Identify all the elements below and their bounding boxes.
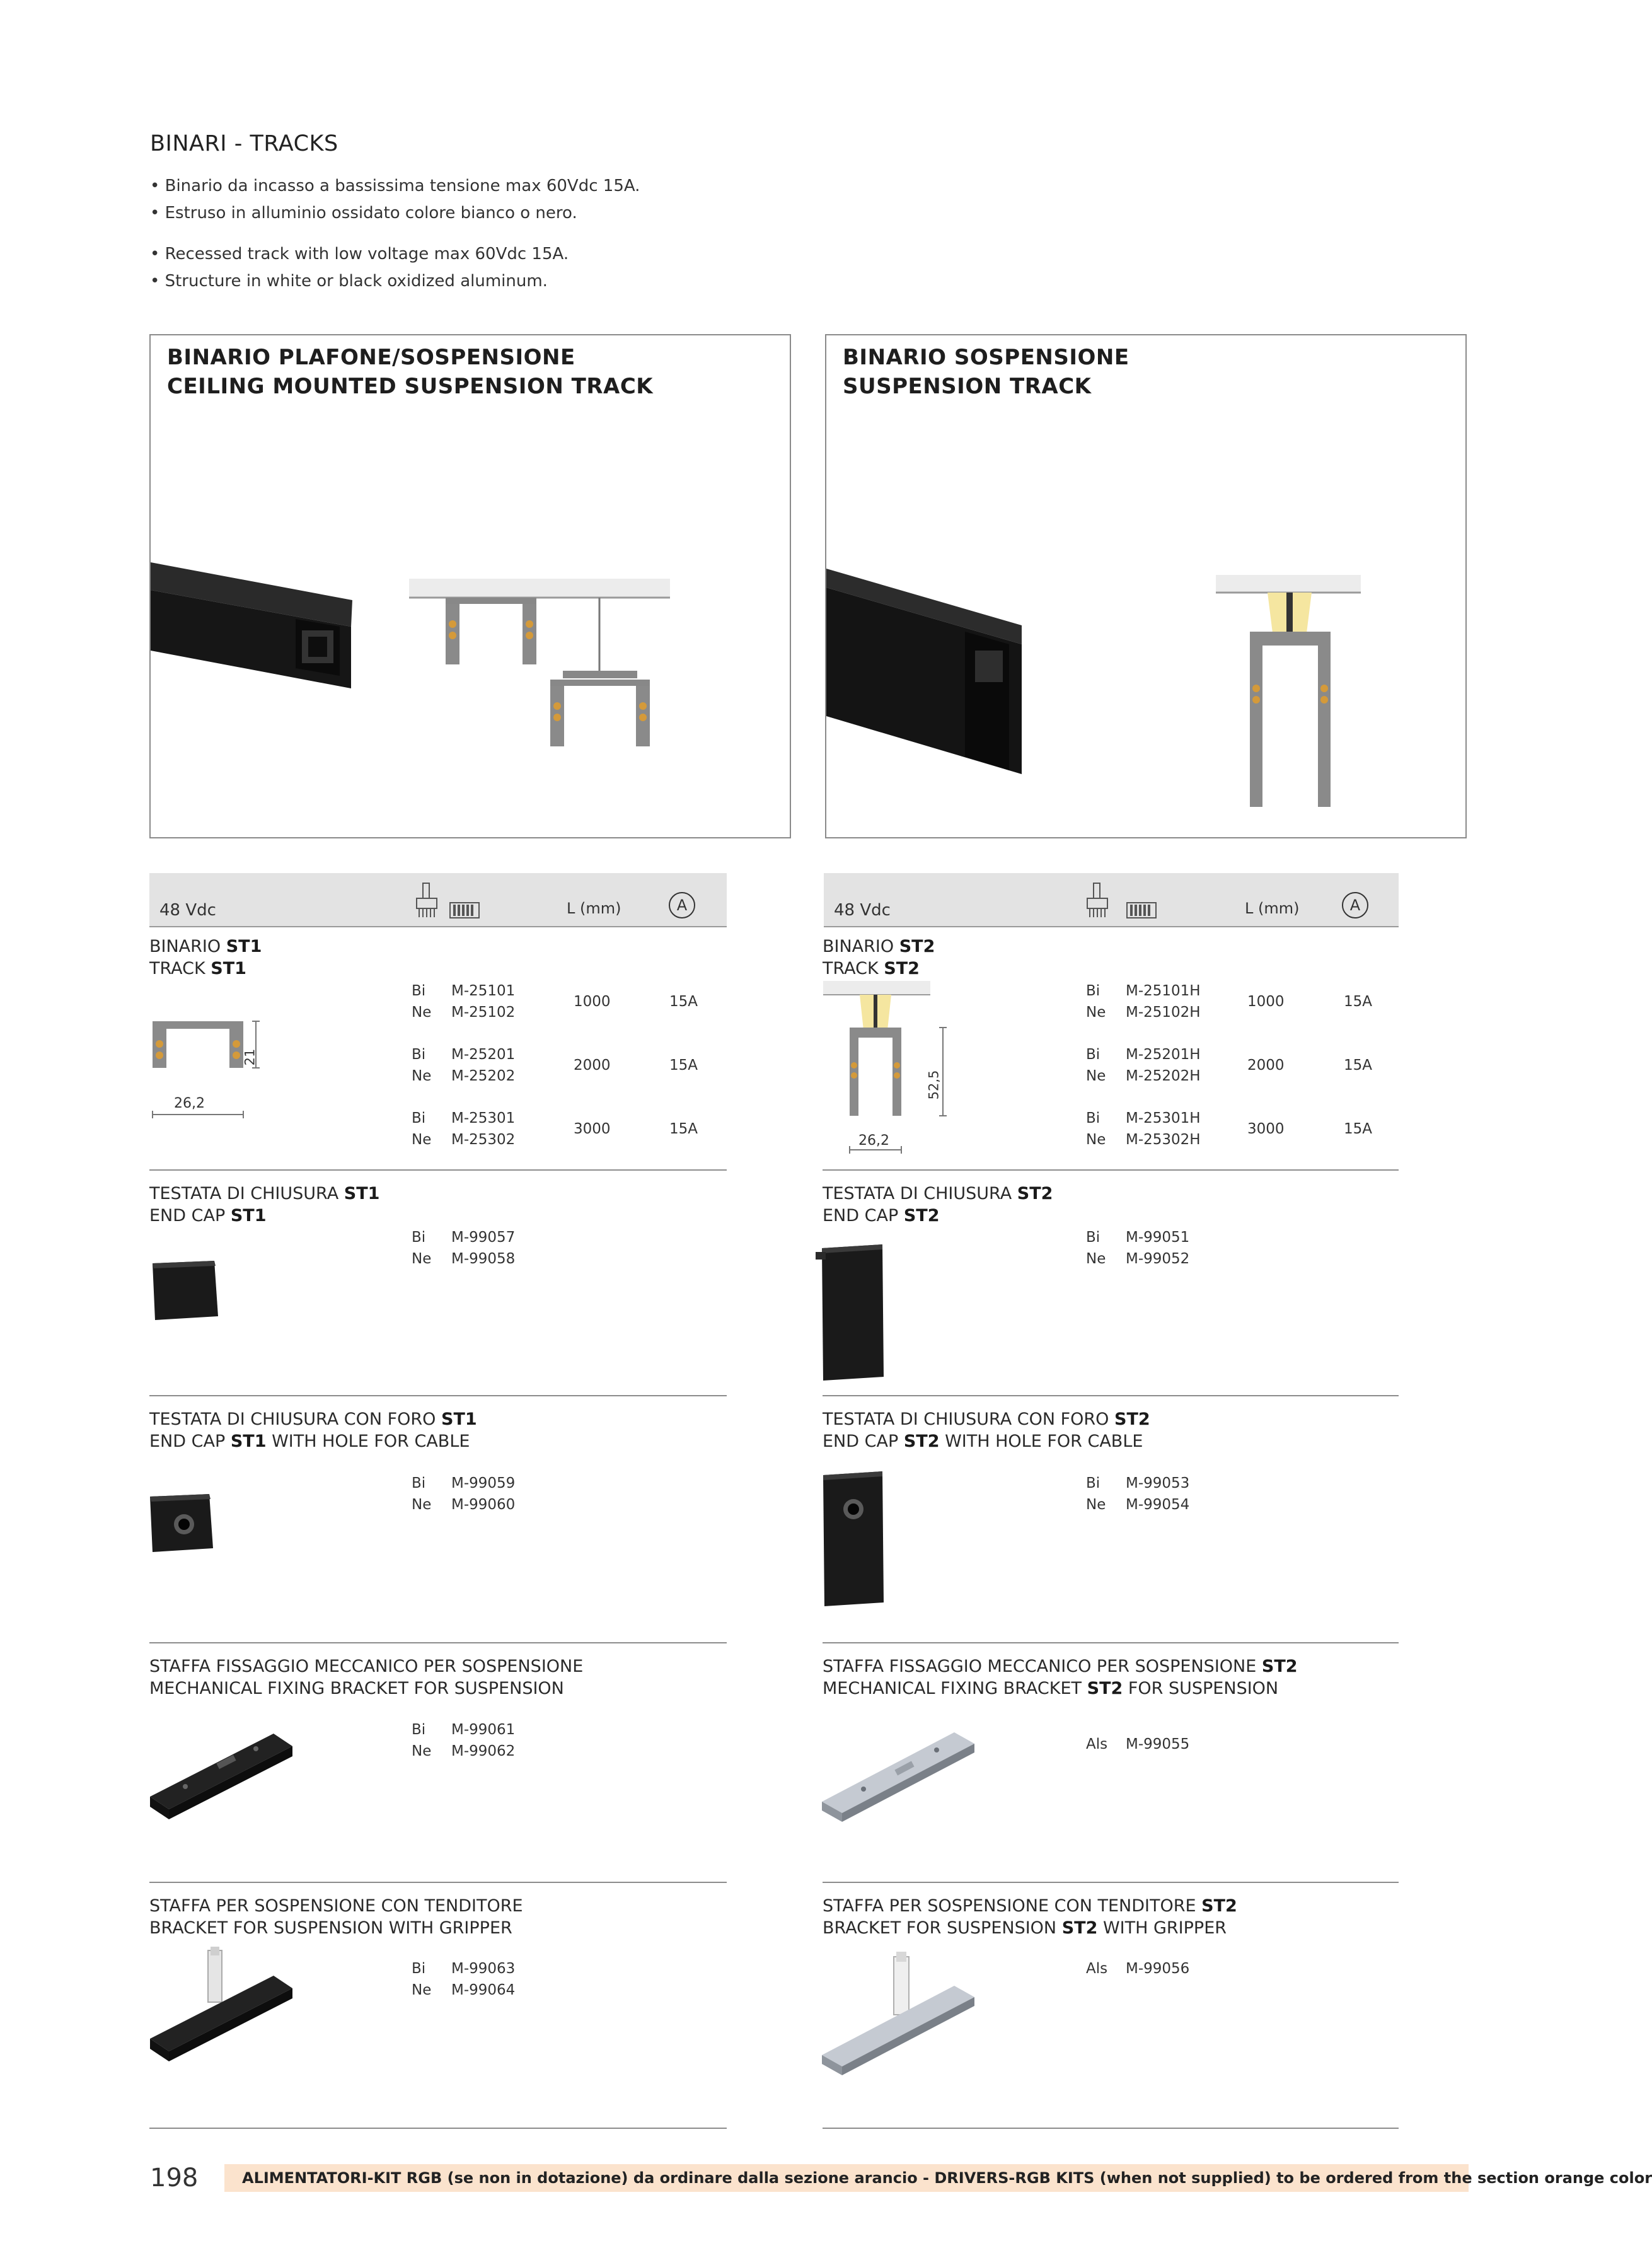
table-header-right [824, 873, 1399, 927]
panel-title-en: SUSPENSION TRACK [843, 374, 1092, 399]
divider [823, 1642, 1399, 1643]
bracket-st2-color: Als [1086, 1736, 1108, 1752]
st2-dim-height: 52,5 [926, 1070, 942, 1100]
endcap-hole-st1-code-2: M-99060 [451, 1497, 516, 1513]
page-title: BINARI - TRACKS [150, 131, 338, 156]
st1-profile-drawing [145, 1015, 271, 1122]
bracket-alu-image [819, 1721, 996, 1828]
track-st2-title: BINARIO ST2 TRACK ST2 [823, 937, 935, 978]
gripper-code-1: M-99063 [451, 1961, 516, 1977]
panel-ceiling-track [149, 334, 791, 838]
endcap-st1-code-2: M-99058 [451, 1251, 516, 1267]
endcap-hole-st1-title: TESTATA DI CHIUSURA CON FORO ST1 END CAP ST1 WITH HOLE FOR CABLE [149, 1410, 477, 1451]
endcap-st2-color-2: Ne [1086, 1251, 1106, 1267]
gripper-st2-title: STAFFA PER SOSPENSIONE CON TENDITORE ST2 BRACKET FOR SUSPENSION ST2 WITH GRIPPER [823, 1896, 1237, 1938]
gripper-color-2: Ne [412, 1982, 432, 1998]
bracket-code-2: M-99062 [451, 1743, 516, 1759]
finish-swatch-icon [1126, 902, 1157, 918]
bracket-st2-title: STAFFA FISSAGGIO MECCANICO PER SOSPENSIONE ST2 MECHANICAL FIXING BRACKET ST2 FOR SUSPENSION [823, 1657, 1298, 1698]
ampere-icon: A [1342, 892, 1368, 918]
bracket-title: STAFFA FISSAGGIO MECCANICO PER SOSPENSIONE MECHANICAL FIXING BRACKET FOR SUSPENSION [149, 1657, 584, 1698]
gripper-st2-color: Als [1086, 1961, 1108, 1977]
endcap-hole-st2-code-1: M-99053 [1126, 1475, 1190, 1492]
endcap-hole-st1-image [146, 1490, 222, 1560]
divider [823, 1395, 1399, 1396]
endcap-hole-st2-color-2: Ne [1086, 1497, 1106, 1513]
finish-swatch-icon [449, 902, 480, 918]
endcap-st2-title: TESTATA DI CHIUSURA ST2 END CAP ST2 [823, 1184, 1053, 1225]
endcap-hole-st2-color-1: Bi [1086, 1475, 1100, 1492]
endcap-st1-color-1: Bi [412, 1229, 426, 1246]
divider [149, 1882, 727, 1883]
divider [149, 1395, 727, 1396]
footer-note: ALIMENTATORI-KIT RGB (se non in dotazione) da ordinare dalla sezione arancio - DRIVERS-RGB KITS (when not supplied) to be ordered from the section orange color [224, 2164, 1469, 2192]
bracket-st2-code: M-99055 [1126, 1736, 1190, 1752]
st1-dim-width: 26,2 [174, 1096, 205, 1111]
panel-title-it: BINARIO SOSPENSIONE [843, 345, 1129, 370]
divider [149, 2128, 727, 2129]
gripper-alu-image [819, 1948, 996, 2087]
lamp-icon [414, 882, 439, 920]
bracket-black-image [147, 1727, 299, 1828]
divider [823, 2128, 1399, 2129]
panel-title-it: BINARIO PLAFONE/SOSPENSIONE [167, 345, 575, 370]
endcap-st2-code-2: M-99052 [1126, 1251, 1190, 1267]
table-header-left [149, 873, 727, 927]
ampere-icon: A [669, 892, 695, 918]
endcap-hole-st1-code-1: M-99059 [451, 1475, 516, 1492]
ceiling-track-illustration [151, 335, 790, 837]
endcap-st1-title: TESTATA DI CHIUSURA ST1 END CAP ST1 [149, 1184, 380, 1225]
endcap-st2-color-1: Bi [1086, 1229, 1100, 1246]
bracket-code-1: M-99061 [451, 1722, 516, 1738]
bullet-it-2: • Estruso in alluminio ossidato colore bianco o nero. [150, 204, 577, 223]
divider [149, 1642, 727, 1643]
gripper-title: STAFFA PER SOSPENSIONE CON TENDITORE BRACKET FOR SUSPENSION WITH GRIPPER [149, 1896, 523, 1938]
bullet-en-1: • Recessed track with low voltage max 60Vdc 15A. [150, 245, 569, 264]
gripper-st2-code: M-99056 [1126, 1961, 1190, 1977]
endcap-st2-code-1: M-99051 [1126, 1229, 1190, 1246]
gripper-code-2: M-99064 [451, 1982, 516, 1998]
endcap-st1-code-1: M-99057 [451, 1229, 516, 1246]
st1-dim-height: 21 [242, 1048, 258, 1066]
bracket-color-1: Bi [412, 1722, 426, 1738]
panel-suspension-track [825, 334, 1467, 838]
divider [823, 1169, 1399, 1171]
voltage-label: 48 Vdc [159, 901, 216, 920]
suspension-track-illustration [826, 335, 1465, 837]
endcap-st1-image [149, 1258, 224, 1324]
endcap-hole-st1-color-2: Ne [412, 1497, 432, 1513]
length-label: L (mm) [1245, 900, 1300, 917]
bracket-color-2: Ne [412, 1743, 432, 1759]
st2-dim-width: 26,2 [858, 1133, 889, 1149]
voltage-label: 48 Vdc [834, 901, 891, 920]
endcap-hole-st2-code-2: M-99054 [1126, 1497, 1190, 1513]
track-st1-title: BINARIO ST1 TRACK ST1 [149, 937, 262, 978]
bullet-it-1: • Binario da incasso a bassissima tensione max 60Vdc 15A. [150, 177, 640, 195]
divider [823, 1882, 1399, 1883]
st2-profile-drawing [822, 980, 973, 1156]
endcap-hole-st1-color-1: Bi [412, 1475, 426, 1492]
panel-title-en: CEILING MOUNTED SUSPENSION TRACK [167, 374, 654, 399]
gripper-color-1: Bi [412, 1961, 426, 1977]
endcap-hole-st2-image [817, 1469, 892, 1610]
divider [149, 1169, 727, 1171]
page-number: 198 [150, 2164, 199, 2193]
endcap-hole-st2-title: TESTATA DI CHIUSURA CON FORO ST2 END CAP ST2 WITH HOLE FOR CABLE [823, 1410, 1150, 1451]
lamp-icon [1085, 882, 1110, 920]
endcap-st2-image [812, 1242, 887, 1384]
gripper-black-image [147, 1944, 299, 2070]
bullet-en-2: • Structure in white or black oxidized aluminum. [150, 272, 548, 291]
length-label: L (mm) [567, 900, 621, 917]
endcap-st1-color-2: Ne [412, 1251, 432, 1267]
